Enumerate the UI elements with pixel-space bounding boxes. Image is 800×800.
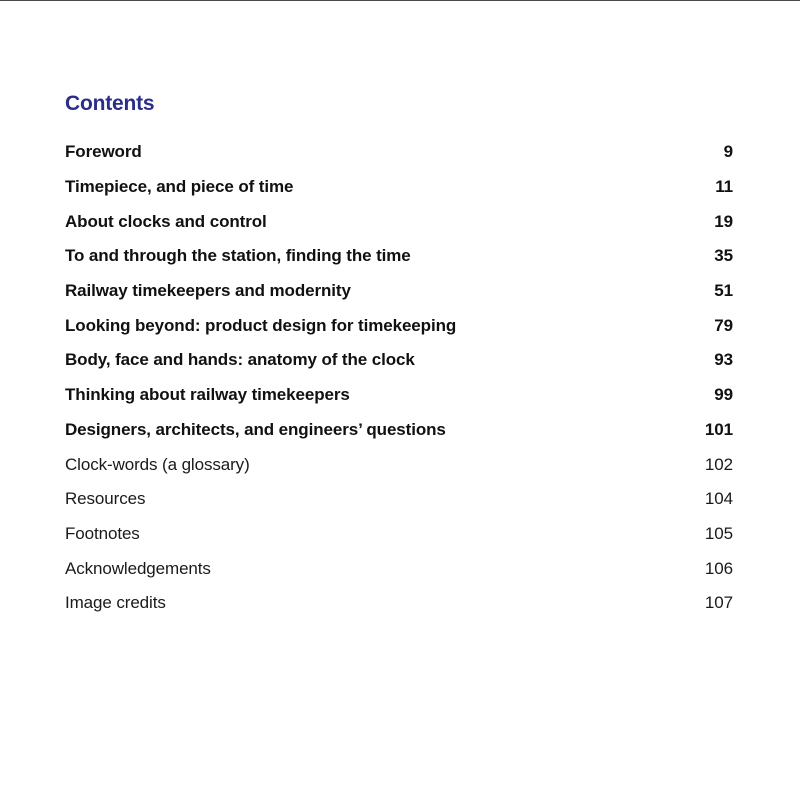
toc-entry-page: 106 (704, 558, 733, 578)
toc-entry-label: Clock-words (a glossary) (65, 454, 250, 474)
toc-entry-page: 107 (704, 593, 733, 613)
toc-entry-footnotes[interactable] (65, 517, 733, 552)
toc-entry-label: Looking beyond: product design for timekeeping (65, 315, 457, 335)
toc-entry-label: Resources (65, 489, 146, 509)
toc-entry-anatomy[interactable] (65, 343, 733, 378)
toc-list (65, 135, 733, 621)
toc-entry-label: Timepiece, and piece of time (65, 177, 294, 197)
toc-entry-label: Body, face and hands: anatomy of the clock (65, 350, 415, 370)
toc-entry-about-clocks[interactable] (65, 204, 733, 239)
toc-entry-label: Footnotes (65, 523, 140, 543)
toc-entry-page: 51 (714, 281, 733, 301)
toc-entry-questions[interactable] (65, 413, 733, 448)
toc-entry-label: Acknowledgements (65, 558, 211, 578)
toc-entry-label: To and through the station, finding the time (65, 246, 411, 266)
toc-entry-page: 19 (714, 211, 733, 231)
toc-entry-station[interactable] (65, 239, 733, 274)
toc-entry-timepiece[interactable] (65, 170, 733, 205)
top-rule (0, 0, 800, 1)
toc-entry-acknowledgements[interactable] (65, 551, 733, 586)
toc-entry-page: 99 (714, 385, 733, 405)
toc-entry-page: 93 (714, 350, 733, 370)
toc-entry-page: 35 (714, 246, 733, 266)
toc-entry-railway-modernity[interactable] (65, 274, 733, 309)
toc-entry-page: 105 (704, 523, 733, 543)
page-title: Contents (65, 92, 155, 115)
toc-entry-label: Thinking about railway timekeepers (65, 385, 350, 405)
toc-entry-page: 101 (704, 419, 733, 439)
toc-entry-page: 11 (715, 177, 733, 197)
toc-entry-label: Foreword (65, 142, 142, 162)
toc-entry-resources[interactable] (65, 482, 733, 517)
toc-entry-thinking[interactable] (65, 378, 733, 413)
toc-entry-label: About clocks and control (65, 211, 267, 231)
toc-entry-glossary[interactable] (65, 447, 733, 482)
toc-entry-looking-beyond[interactable] (65, 308, 733, 343)
toc-entry-foreword[interactable] (65, 135, 733, 170)
toc-entry-page: 102 (704, 454, 733, 474)
toc-entry-image-credits[interactable] (65, 586, 733, 621)
table-of-contents (65, 90, 733, 621)
toc-entry-label: Railway timekeepers and modernity (65, 281, 351, 301)
toc-entry-page: 9 (723, 142, 733, 162)
toc-entry-page: 104 (704, 489, 733, 509)
toc-entry-label: Image credits (65, 593, 166, 613)
toc-entry-label: Designers, architects, and engineers’ questions (65, 419, 446, 439)
toc-entry-page: 79 (714, 315, 733, 335)
